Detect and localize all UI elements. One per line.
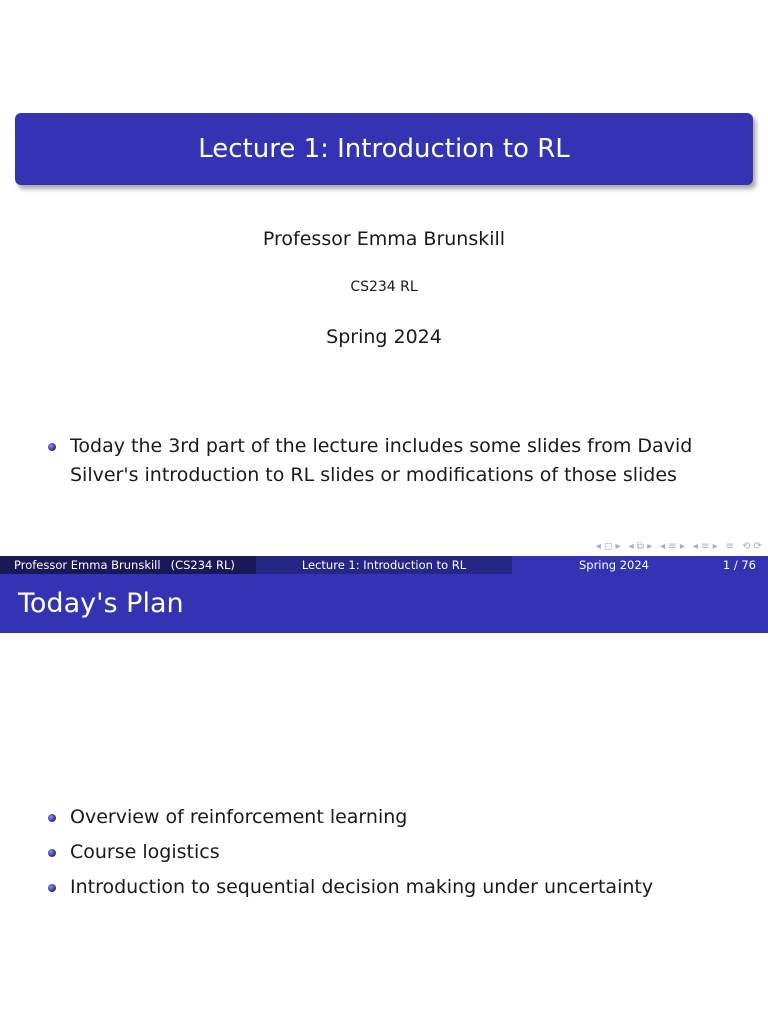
section-nav-icon[interactable]: ◂ ≡ ▸ [660, 540, 685, 552]
list-item [46, 800, 746, 835]
frame-nav-icon[interactable]: ◂ ◻ ▸ [595, 540, 621, 552]
plan-slide [0, 556, 768, 1024]
page-number: 1 / 76 [722, 558, 756, 572]
footline-title: Lecture 1: Introduction to RL [301, 558, 467, 572]
footline-date-box [512, 556, 768, 574]
footline-author: Professor Emma Brunskill [14, 558, 161, 572]
footline-title-box [256, 556, 512, 574]
frame-title-bar [0, 574, 768, 633]
list-item [46, 432, 746, 490]
list-item [46, 835, 746, 870]
author: Professor Emma Brunskill [262, 228, 506, 250]
navigation-symbols [596, 539, 762, 553]
list-item [46, 870, 746, 905]
footline-date: Spring 2024 [578, 558, 650, 572]
subsection-nav-icon[interactable]: ◂ ⧉ ▸ [628, 540, 653, 552]
footline-author-box [0, 556, 256, 574]
footline-institute: (CS234 RL) [170, 558, 235, 572]
bullet-text: Today the 3rd part of the lecture includes some slides from David Silver's introduction to RL slides or modifications of those slides [70, 435, 693, 486]
page-title: Today's Plan [18, 588, 184, 619]
bullet-list [46, 432, 746, 490]
bullet-icon [48, 443, 56, 451]
bullet-icon [48, 884, 56, 892]
search-back-icon[interactable]: ⟲ ⟳ [742, 540, 762, 552]
slide-title: Lecture 1: Introduction to RL [198, 134, 570, 164]
bullet-icon [48, 814, 56, 822]
bullet-list [46, 800, 746, 905]
institute: CS234 RL [350, 279, 418, 295]
bullet-text: Course logistics [70, 841, 220, 863]
bullet-text: Overview of reinforcement learning [70, 806, 408, 828]
toc-icon[interactable]: ≡ [725, 540, 735, 552]
footline [0, 556, 768, 574]
bullet-icon [48, 849, 56, 857]
bullet-text: Introduction to sequential decision making under uncertainty [70, 876, 654, 898]
date: Spring 2024 [326, 326, 442, 348]
document-nav-icon[interactable]: ◂ ≡ ▸ [692, 540, 718, 552]
title-box [15, 113, 753, 185]
